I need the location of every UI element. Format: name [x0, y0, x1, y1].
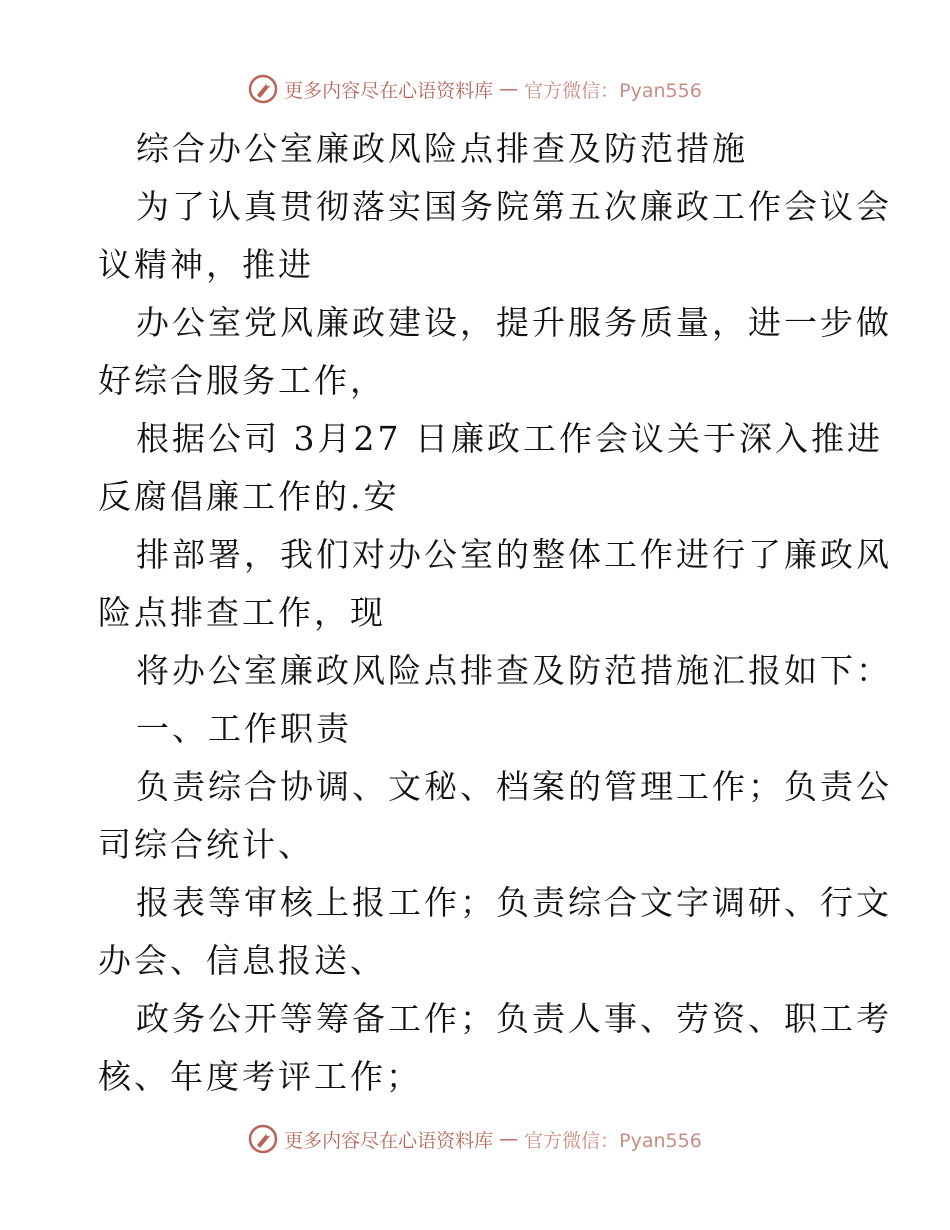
paragraph-line: 政务公开等筹备工作；负责人事、劳资、职工考 — [136, 999, 892, 1038]
paragraph-line: 将办公室廉政风险点排查及防范措施汇报如下： — [136, 651, 892, 690]
document-title: 综合办公室廉政风险点排查及防范措施 — [136, 129, 748, 168]
paragraph-line: 办会、信息报送、 — [98, 941, 386, 980]
watermark-separator: — — [499, 78, 519, 100]
paragraph-line: 反腐倡廉工作的.安 — [98, 477, 400, 516]
paragraph-line: 报表等审核上报工作；负责综合文字调研、行文 — [136, 883, 892, 922]
paragraph-line: 办公室党风廉政建设，提升服务质量，进一步做 — [136, 303, 892, 342]
paragraph-line: 核、年度考评工作； — [98, 1057, 422, 1096]
pen-nib-logo-icon — [248, 1124, 278, 1154]
footer-watermark — [0, 1124, 950, 1154]
pen-nib-logo-icon — [248, 74, 278, 104]
paragraph-line: 议精神，推进 — [98, 245, 314, 284]
paragraph-line: 好综合服务工作， — [98, 361, 386, 400]
header-watermark — [0, 74, 950, 104]
paragraph-line: 排部署，我们对办公室的整体工作进行了廉政风 — [136, 535, 892, 574]
watermark-separator: — — [499, 1128, 519, 1150]
watermark-wechat-text: 官方微信：Pyan556 — [524, 1129, 702, 1152]
paragraph-line: 根据公司 3月27 日廉政工作会议关于深入推进 — [136, 419, 883, 458]
document-body — [98, 120, 892, 1106]
paragraph-line: 司综合统计、 — [98, 825, 314, 864]
watermark-brand-text: 更多内容尽在心语资料库 — [284, 79, 494, 102]
watermark-brand-text: 更多内容尽在心语资料库 — [284, 1129, 494, 1152]
paragraph-line: 险点排查工作，现 — [98, 593, 386, 632]
paragraph-line: 为了认真贯彻落实国务院第五次廉政工作会议会 — [136, 187, 892, 226]
paragraph-line: 负责综合协调、文秘、档案的管理工作；负责公 — [136, 767, 892, 806]
watermark-wechat-text: 官方微信：Pyan556 — [524, 79, 702, 102]
section-heading: 一、工作职责 — [136, 709, 352, 748]
